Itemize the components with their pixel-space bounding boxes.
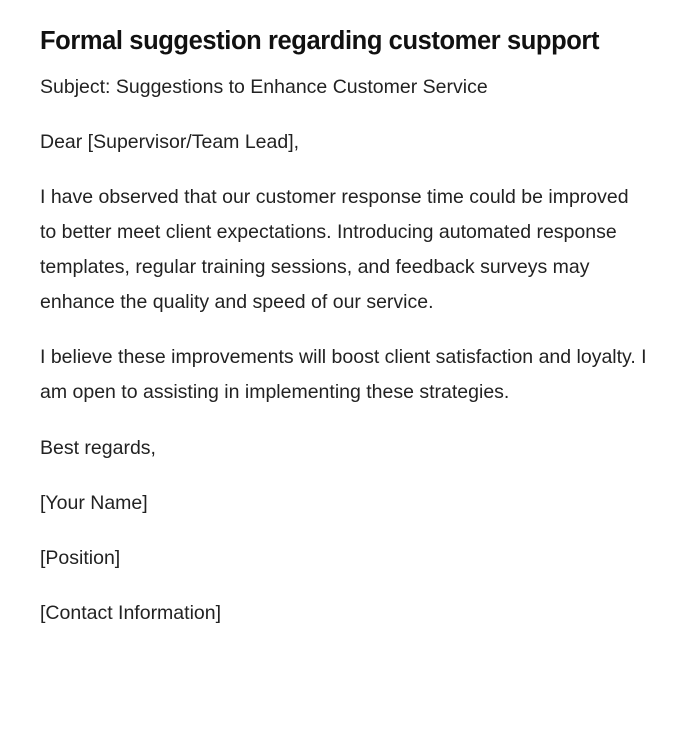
closing: Best regards, xyxy=(40,437,156,459)
signature-name: [Your Name] xyxy=(40,492,148,514)
signature-position: [Position] xyxy=(40,547,121,569)
page-title: Formal suggestion regarding customer support xyxy=(40,27,600,55)
letter-document xyxy=(40,22,650,631)
body-paragraph: I believe these improvements will boost client satisfaction and loyalty. I am open to assisting in implementing these strategies. xyxy=(40,346,647,403)
body-paragraph: I have observed that our customer response time could be improved to better meet client expectations. Introducing automated response templates, regular training sessions, and feedback surveys may enhance the quality and speed of our service. xyxy=(40,186,629,313)
signature-contact: [Contact Information] xyxy=(40,602,222,624)
greeting: Dear [Supervisor/Team Lead], xyxy=(40,131,300,153)
subject-line: Subject: Suggestions to Enhance Customer Service xyxy=(40,76,488,98)
